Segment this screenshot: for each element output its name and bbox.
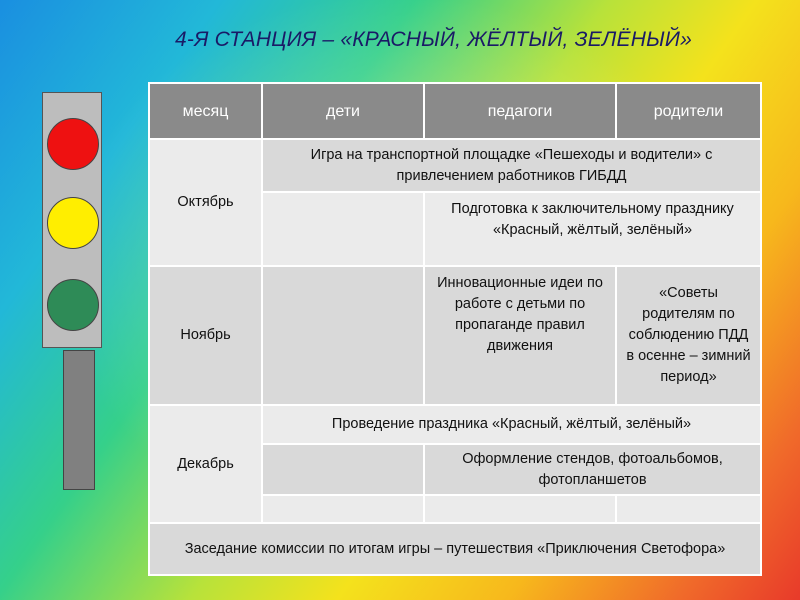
december-empty-cell-3 bbox=[424, 495, 616, 523]
november-teachers-cell: Инновационные идеи по работе с детьми по пропаганде правил движения bbox=[424, 266, 616, 405]
table-row bbox=[149, 266, 761, 405]
traffic-light-pole bbox=[63, 350, 95, 490]
traffic-light bbox=[42, 92, 102, 348]
december-empty-cell bbox=[262, 444, 424, 495]
green-light-icon bbox=[47, 279, 99, 331]
red-light-icon bbox=[47, 118, 99, 170]
october-game-cell: Игра на транспортной площадке «Пешеходы и водители» с привлечением работников ГИБДД bbox=[262, 139, 761, 192]
november-children-cell bbox=[262, 266, 424, 405]
month-october: Октябрь bbox=[149, 139, 262, 266]
table-header-row bbox=[149, 83, 761, 139]
month-november: Ноябрь bbox=[149, 266, 262, 405]
slide-title: 4-Я СТАНЦИЯ – «КРАСНЫЙ, ЖЁЛТЫЙ, ЗЕЛЁНЫЙ» bbox=[175, 28, 692, 51]
table-row bbox=[149, 139, 761, 192]
month-december: Декабрь bbox=[149, 405, 262, 523]
december-holiday-cell: Проведение праздника «Красный, жёлтый, зелёный» bbox=[262, 405, 761, 444]
november-parents-cell: «Советы родителям по соблюдению ПДД в осенне – зимний период» bbox=[616, 266, 761, 405]
header-parents: родители bbox=[616, 83, 761, 139]
october-empty-cell bbox=[262, 192, 424, 266]
december-stands-cell: Оформление стендов, фотоальбомов, фотопланшетов bbox=[424, 444, 761, 495]
plan-table bbox=[148, 82, 762, 576]
header-teachers: педагоги bbox=[424, 83, 616, 139]
october-preparation-cell: Подготовка к заключительному празднику «Красный, жёлтый, зелёный» bbox=[424, 192, 761, 266]
footer-commission-cell: Заседание комиссии по итогам игры – путешествия «Приключения Светофора» bbox=[149, 523, 761, 575]
header-children: дети bbox=[262, 83, 424, 139]
yellow-light-icon bbox=[47, 197, 99, 249]
december-empty-cell-4 bbox=[616, 495, 761, 523]
table-row bbox=[149, 405, 761, 444]
table-row bbox=[149, 523, 761, 575]
december-empty-cell-2 bbox=[262, 495, 424, 523]
header-month: месяц bbox=[149, 83, 262, 139]
